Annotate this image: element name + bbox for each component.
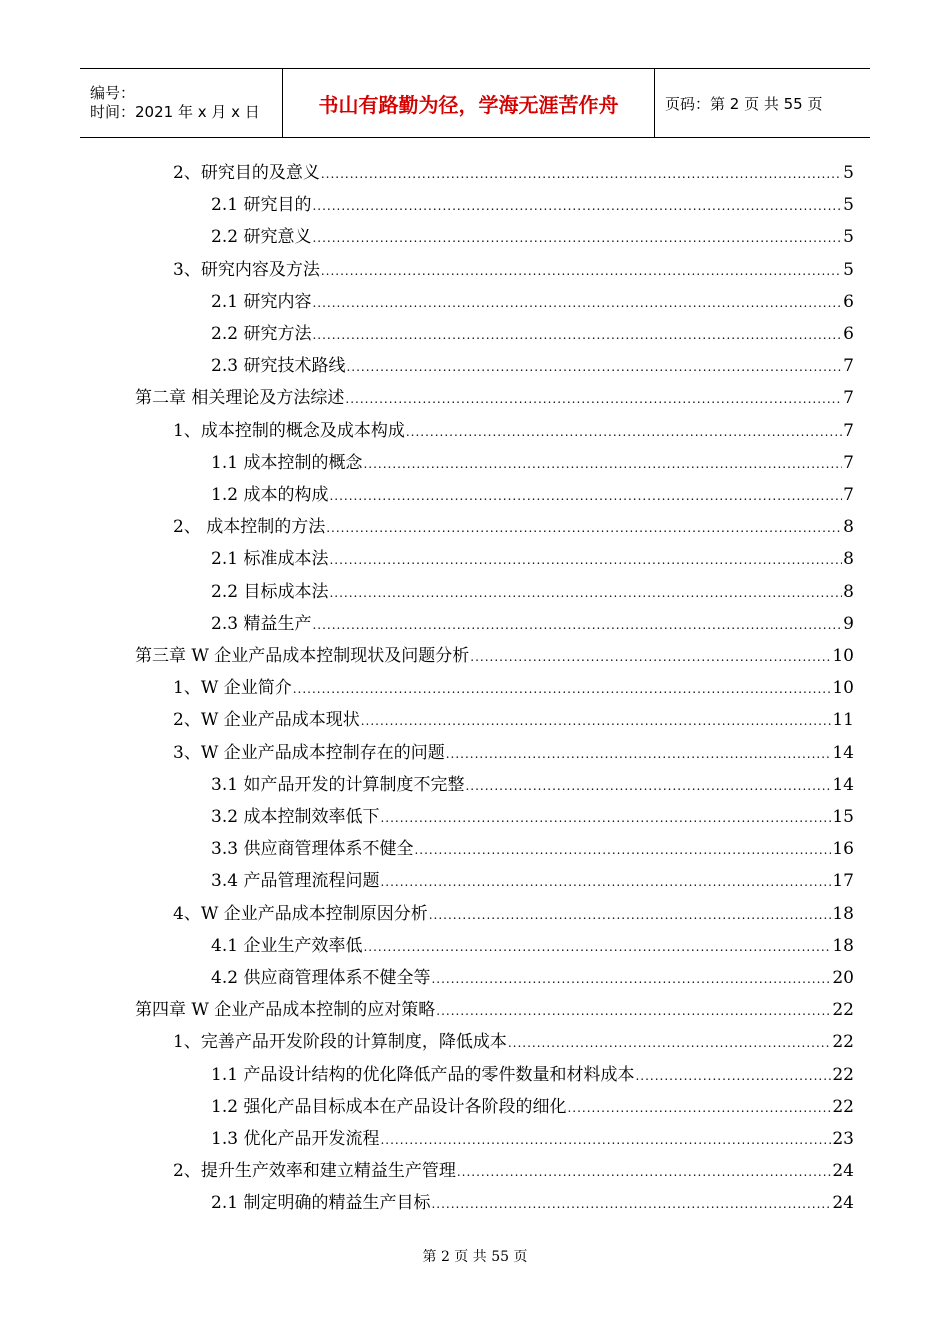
toc-entry-title: 1.1 成本控制的概念 bbox=[211, 452, 363, 473]
toc-entry-page: 6 bbox=[843, 291, 854, 312]
toc-entry[interactable] bbox=[211, 192, 854, 218]
toc-dot-leader bbox=[406, 419, 842, 445]
toc-entry-title: 1、完善产品开发阶段的计算制度，降低成本 bbox=[173, 1032, 507, 1053]
toc-dot-leader bbox=[346, 354, 842, 380]
header-meta bbox=[80, 69, 282, 137]
page-header bbox=[80, 68, 870, 138]
toc-entry[interactable] bbox=[173, 675, 854, 701]
toc-entry-page: 9 bbox=[843, 613, 854, 634]
toc-entry[interactable] bbox=[211, 289, 854, 315]
toc-entry-title: 1、成本控制的概念及成本构成 bbox=[173, 420, 405, 441]
toc-entry-title: 2、 成本控制的方法 bbox=[173, 517, 326, 538]
toc-dot-leader bbox=[457, 1159, 832, 1185]
toc-entry-title: 2、提升生产效率和建立精益生产管理 bbox=[173, 1161, 456, 1182]
toc-entry[interactable] bbox=[173, 160, 854, 186]
toc-dot-leader bbox=[465, 773, 831, 799]
toc-entry-page: 5 bbox=[843, 259, 854, 280]
toc-entry-page: 24 bbox=[832, 1193, 854, 1214]
toc-entry-title: 3.4 产品管理流程问题 bbox=[211, 871, 380, 892]
toc-dot-leader bbox=[429, 902, 832, 928]
toc-entry-title: 2、研究目的及意义 bbox=[173, 163, 320, 183]
toc-entry[interactable] bbox=[173, 707, 854, 733]
toc-entry-title: 3.3 供应商管理体系不健全 bbox=[211, 839, 414, 860]
toc-entry[interactable] bbox=[211, 611, 854, 637]
toc-entry[interactable] bbox=[173, 418, 854, 444]
toc-entry-page: 8 bbox=[843, 517, 854, 538]
toc-entry[interactable] bbox=[211, 933, 854, 959]
number-label: 编号： bbox=[90, 84, 136, 102]
toc-entry[interactable] bbox=[211, 450, 854, 476]
toc-entry[interactable] bbox=[211, 1094, 854, 1120]
toc-entry[interactable] bbox=[173, 1158, 854, 1184]
toc-dot-leader bbox=[508, 1030, 832, 1056]
toc-dot-leader bbox=[431, 1191, 831, 1217]
toc-entry-title: 4.2 供应商管理体系不健全等 bbox=[211, 968, 431, 988]
toc-dot-leader bbox=[321, 161, 842, 187]
toc-entry-page: 7 bbox=[843, 420, 854, 441]
toc-dot-leader bbox=[470, 644, 831, 670]
toc-dot-leader bbox=[567, 1095, 831, 1121]
toc-entry-page: 22 bbox=[832, 1096, 854, 1117]
toc-entry[interactable] bbox=[173, 740, 854, 766]
toc-entry[interactable] bbox=[135, 643, 854, 669]
toc-entry[interactable] bbox=[211, 224, 854, 250]
toc-entry[interactable] bbox=[211, 1126, 854, 1152]
toc-entry-page: 5 bbox=[843, 227, 854, 248]
toc-entry-title: 2.2 研究意义 bbox=[211, 227, 312, 248]
toc-entry-page: 20 bbox=[832, 968, 854, 988]
toc-entry[interactable] bbox=[173, 514, 854, 540]
toc-entry-title: 1、W 企业简介 bbox=[173, 678, 292, 699]
toc-entry-title: 2.2 目标成本法 bbox=[211, 581, 329, 602]
toc-entry-page: 22 bbox=[832, 1032, 854, 1053]
toc-entry[interactable] bbox=[173, 901, 854, 927]
toc-entry-page: 10 bbox=[832, 678, 854, 699]
toc-entry-page: 24 bbox=[832, 1161, 854, 1182]
toc-entry-page: 5 bbox=[843, 163, 854, 183]
toc-entry-title: 第四章 W 企业产品成本控制的应对策略 bbox=[135, 1000, 436, 1021]
toc-entry[interactable] bbox=[135, 997, 854, 1023]
toc-entry-title: 1.2 强化产品目标成本在产品设计各阶段的细化 bbox=[211, 1096, 567, 1117]
toc-entry-title: 2、W 企业产品成本现状 bbox=[173, 710, 360, 731]
toc-entry[interactable] bbox=[211, 1062, 854, 1088]
toc-entry[interactable] bbox=[211, 868, 854, 894]
toc-entry-page: 18 bbox=[832, 903, 854, 924]
toc-entry-page: 17 bbox=[832, 871, 854, 892]
toc-dot-leader bbox=[380, 805, 831, 831]
toc-entry-title: 2.2 研究方法 bbox=[211, 324, 312, 344]
toc-entry-title: 第二章 相关理论及方法综述 bbox=[135, 388, 345, 409]
toc-entry[interactable] bbox=[135, 385, 854, 411]
toc-entry-page: 8 bbox=[843, 549, 854, 570]
toc-entry-title: 1.3 优化产品开发流程 bbox=[211, 1129, 380, 1149]
toc-dot-leader bbox=[329, 483, 842, 509]
toc-dot-leader bbox=[312, 193, 842, 219]
toc-dot-leader bbox=[446, 741, 832, 767]
toc-entry[interactable] bbox=[211, 321, 854, 347]
page-info-text: 页码：第 2 页 共 55 页 bbox=[665, 94, 823, 113]
toc-entry-page: 15 bbox=[832, 807, 854, 827]
toc-entry-page: 7 bbox=[843, 452, 854, 473]
toc-entry[interactable] bbox=[211, 836, 854, 862]
toc-dot-leader bbox=[363, 934, 831, 960]
toc-entry-title: 4、W 企业产品成本控制原因分析 bbox=[173, 903, 428, 924]
toc-entry[interactable] bbox=[211, 353, 854, 379]
toc-entry-title: 3、W 企业产品成本控制存在的问题 bbox=[173, 742, 445, 763]
toc-entry[interactable] bbox=[211, 482, 854, 508]
toc-entry-page: 6 bbox=[843, 324, 854, 344]
toc-entry[interactable] bbox=[211, 1190, 854, 1216]
toc-entry-title: 2.1 制定明确的精益生产目标 bbox=[211, 1193, 431, 1214]
toc-entry-title: 3、研究内容及方法 bbox=[173, 259, 320, 280]
toc-entry-page: 23 bbox=[832, 1129, 854, 1149]
toc-entry[interactable] bbox=[173, 1029, 854, 1055]
toc-entry[interactable] bbox=[211, 965, 854, 991]
toc-dot-leader bbox=[380, 1127, 831, 1153]
toc-dot-leader bbox=[312, 290, 842, 316]
toc-entry[interactable] bbox=[211, 804, 854, 830]
toc-entry-title: 4.1 企业生产效率低 bbox=[211, 935, 363, 956]
toc-dot-leader bbox=[329, 580, 842, 606]
toc-entry-title: 2.3 精益生产 bbox=[211, 613, 312, 634]
toc-entry-title: 3.2 成本控制效率低下 bbox=[211, 807, 380, 827]
time-label: 时间：2021 年 x 月 x 日 bbox=[90, 103, 260, 121]
toc-dot-leader bbox=[380, 869, 831, 895]
toc-entry-page: 7 bbox=[843, 356, 854, 377]
toc-entry-page: 22 bbox=[832, 1064, 854, 1085]
motto-text: 书山有路勤为径，学海无涯苦作舟 bbox=[318, 92, 619, 117]
toc-entry-title: 2.1 研究内容 bbox=[211, 291, 312, 312]
toc-dot-leader bbox=[363, 451, 842, 477]
toc-entry-page: 14 bbox=[832, 742, 854, 763]
toc-dot-leader bbox=[312, 322, 842, 348]
toc-dot-leader bbox=[312, 225, 842, 251]
toc-entry[interactable] bbox=[211, 579, 854, 605]
toc-entry-page: 10 bbox=[832, 646, 854, 666]
toc-entry-page: 14 bbox=[832, 774, 854, 795]
toc-dot-leader bbox=[293, 676, 832, 702]
toc-entry-title: 2.1 标准成本法 bbox=[211, 549, 329, 570]
toc-entry-page: 22 bbox=[832, 1000, 854, 1021]
toc-dot-leader bbox=[361, 708, 832, 734]
toc-entry-title: 1.1 产品设计结构的优化降低产品的零件数量和材料成本 bbox=[211, 1064, 635, 1085]
header-motto bbox=[282, 69, 655, 137]
toc-dot-leader bbox=[431, 966, 831, 992]
toc-entry[interactable] bbox=[211, 546, 854, 572]
toc-dot-leader bbox=[635, 1063, 831, 1089]
toc-dot-leader bbox=[345, 386, 842, 412]
page-footer bbox=[0, 1246, 950, 1266]
toc-entry-page: 8 bbox=[843, 581, 854, 602]
toc-entry-page: 5 bbox=[843, 195, 854, 216]
toc-entry-page: 7 bbox=[843, 485, 854, 505]
toc-dot-leader bbox=[312, 612, 842, 638]
toc-dot-leader bbox=[326, 515, 842, 541]
toc-entry[interactable] bbox=[173, 257, 854, 283]
toc-dot-leader bbox=[321, 258, 842, 284]
toc-dot-leader bbox=[436, 998, 831, 1024]
toc-entry-title: 2.3 研究技术路线 bbox=[211, 356, 346, 377]
toc-entry-page: 16 bbox=[832, 839, 854, 860]
toc-entry-page: 11 bbox=[832, 710, 854, 731]
toc-dot-leader bbox=[414, 837, 831, 863]
toc-entry-page: 7 bbox=[843, 388, 854, 409]
toc-entry-title: 1.2 成本的构成 bbox=[211, 485, 329, 505]
toc-entry-page: 18 bbox=[832, 935, 854, 956]
toc-entry-title: 2.1 研究目的 bbox=[211, 195, 312, 216]
footer-page-number: 第 2 页 共 55 页 bbox=[422, 1249, 528, 1265]
toc-entry-title: 3.1 如产品开发的计算制度不完整 bbox=[211, 774, 465, 795]
toc-dot-leader bbox=[329, 547, 842, 573]
toc-entry[interactable] bbox=[211, 772, 854, 798]
header-page-info bbox=[655, 69, 870, 137]
toc-entry-title: 第三章 W 企业产品成本控制现状及问题分析 bbox=[135, 646, 470, 666]
